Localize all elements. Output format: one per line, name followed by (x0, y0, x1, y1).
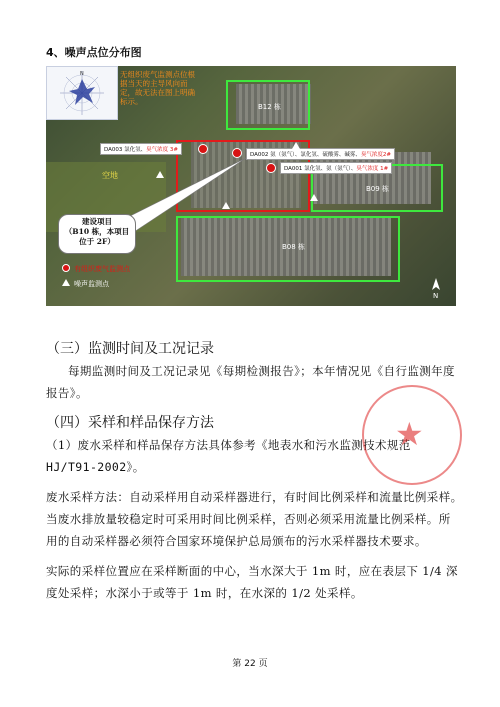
compass-label: N (433, 292, 439, 300)
legend-noise-marker (62, 279, 70, 286)
point-da003-tag: DA003 氯化氢、臭气浓度 3# (100, 143, 182, 155)
company-seal: ★ (362, 385, 462, 485)
page-number: 第 22 页 (232, 659, 268, 669)
legend-exhaust-marker (62, 264, 70, 272)
point-da002-tag: DA002 氨（氨气）、氯化氢、硫酸雾、碱雾、臭气浓度2# (246, 148, 395, 160)
paragraph-line: 实际的采样位置应在采样断面的中心，当水深大于 1m 时，应在表层下 1/4 深 (46, 564, 458, 578)
label-open-space: 空地 (102, 171, 118, 180)
callout-line: 位于 2F） (79, 237, 115, 246)
paragraph-line: 当废水排放量较稳定时可采用时间比例采样，否则必须采用流量比例采样。所 (46, 512, 451, 526)
label-b09: B09 栋 (366, 185, 389, 193)
noise-point-map (46, 66, 456, 306)
point-da001-tag: DA001 氯化氢、氨（氨气）、臭气浓度 1# (280, 162, 392, 174)
section-title-noise-map: 4、噪声点位分布图 (46, 46, 142, 59)
paragraph-line: 度处采样；水深小于或等于 1m 时，在水深的 1/2 处采样。 (46, 586, 363, 600)
paragraph-line: 报告》。 (46, 386, 88, 400)
section-title-monitoring-time: （三）监测时间及工况记录 (46, 341, 214, 357)
monitoring-note: 无组织废气监测点位根据当天的主导风向而定，故无法在图上明确标示。 (120, 70, 195, 106)
paragraph-line: 废水采样方法：自动采样用自动采样器进行，有时间比例采样和流量比例采样。 (46, 490, 463, 504)
label-b12: B12 栋 (258, 103, 281, 111)
legend-exhaust-label: 有组织废气监测点 (74, 265, 130, 273)
paragraph-line: （1）废水采样和样品保存方法具体参考《地表水和污水监测技术规范 (46, 438, 411, 452)
compass-icon (424, 276, 448, 300)
callout-line: （B10 栋，本项目 (64, 227, 130, 236)
callout-line: 建设项目 (82, 217, 112, 226)
section-title-sampling: （四）采样和样品保存方法 (46, 415, 214, 431)
wind-rose-north: N (80, 71, 84, 77)
project-callout (58, 214, 136, 254)
paragraph-line: HJ/T91-2002》。 (46, 460, 145, 474)
label-b08: B08 栋 (282, 243, 305, 251)
paragraph-line: 每期监测时间及工况记录见《每期检测报告》；本年情况见《自行监测年度 (68, 364, 455, 378)
paragraph-line: 用的自动采样器必须符合国家环境保护总局颁布的污水采样器技术要求。 (46, 534, 427, 548)
legend-noise-label: 噪声监测点 (74, 280, 109, 288)
